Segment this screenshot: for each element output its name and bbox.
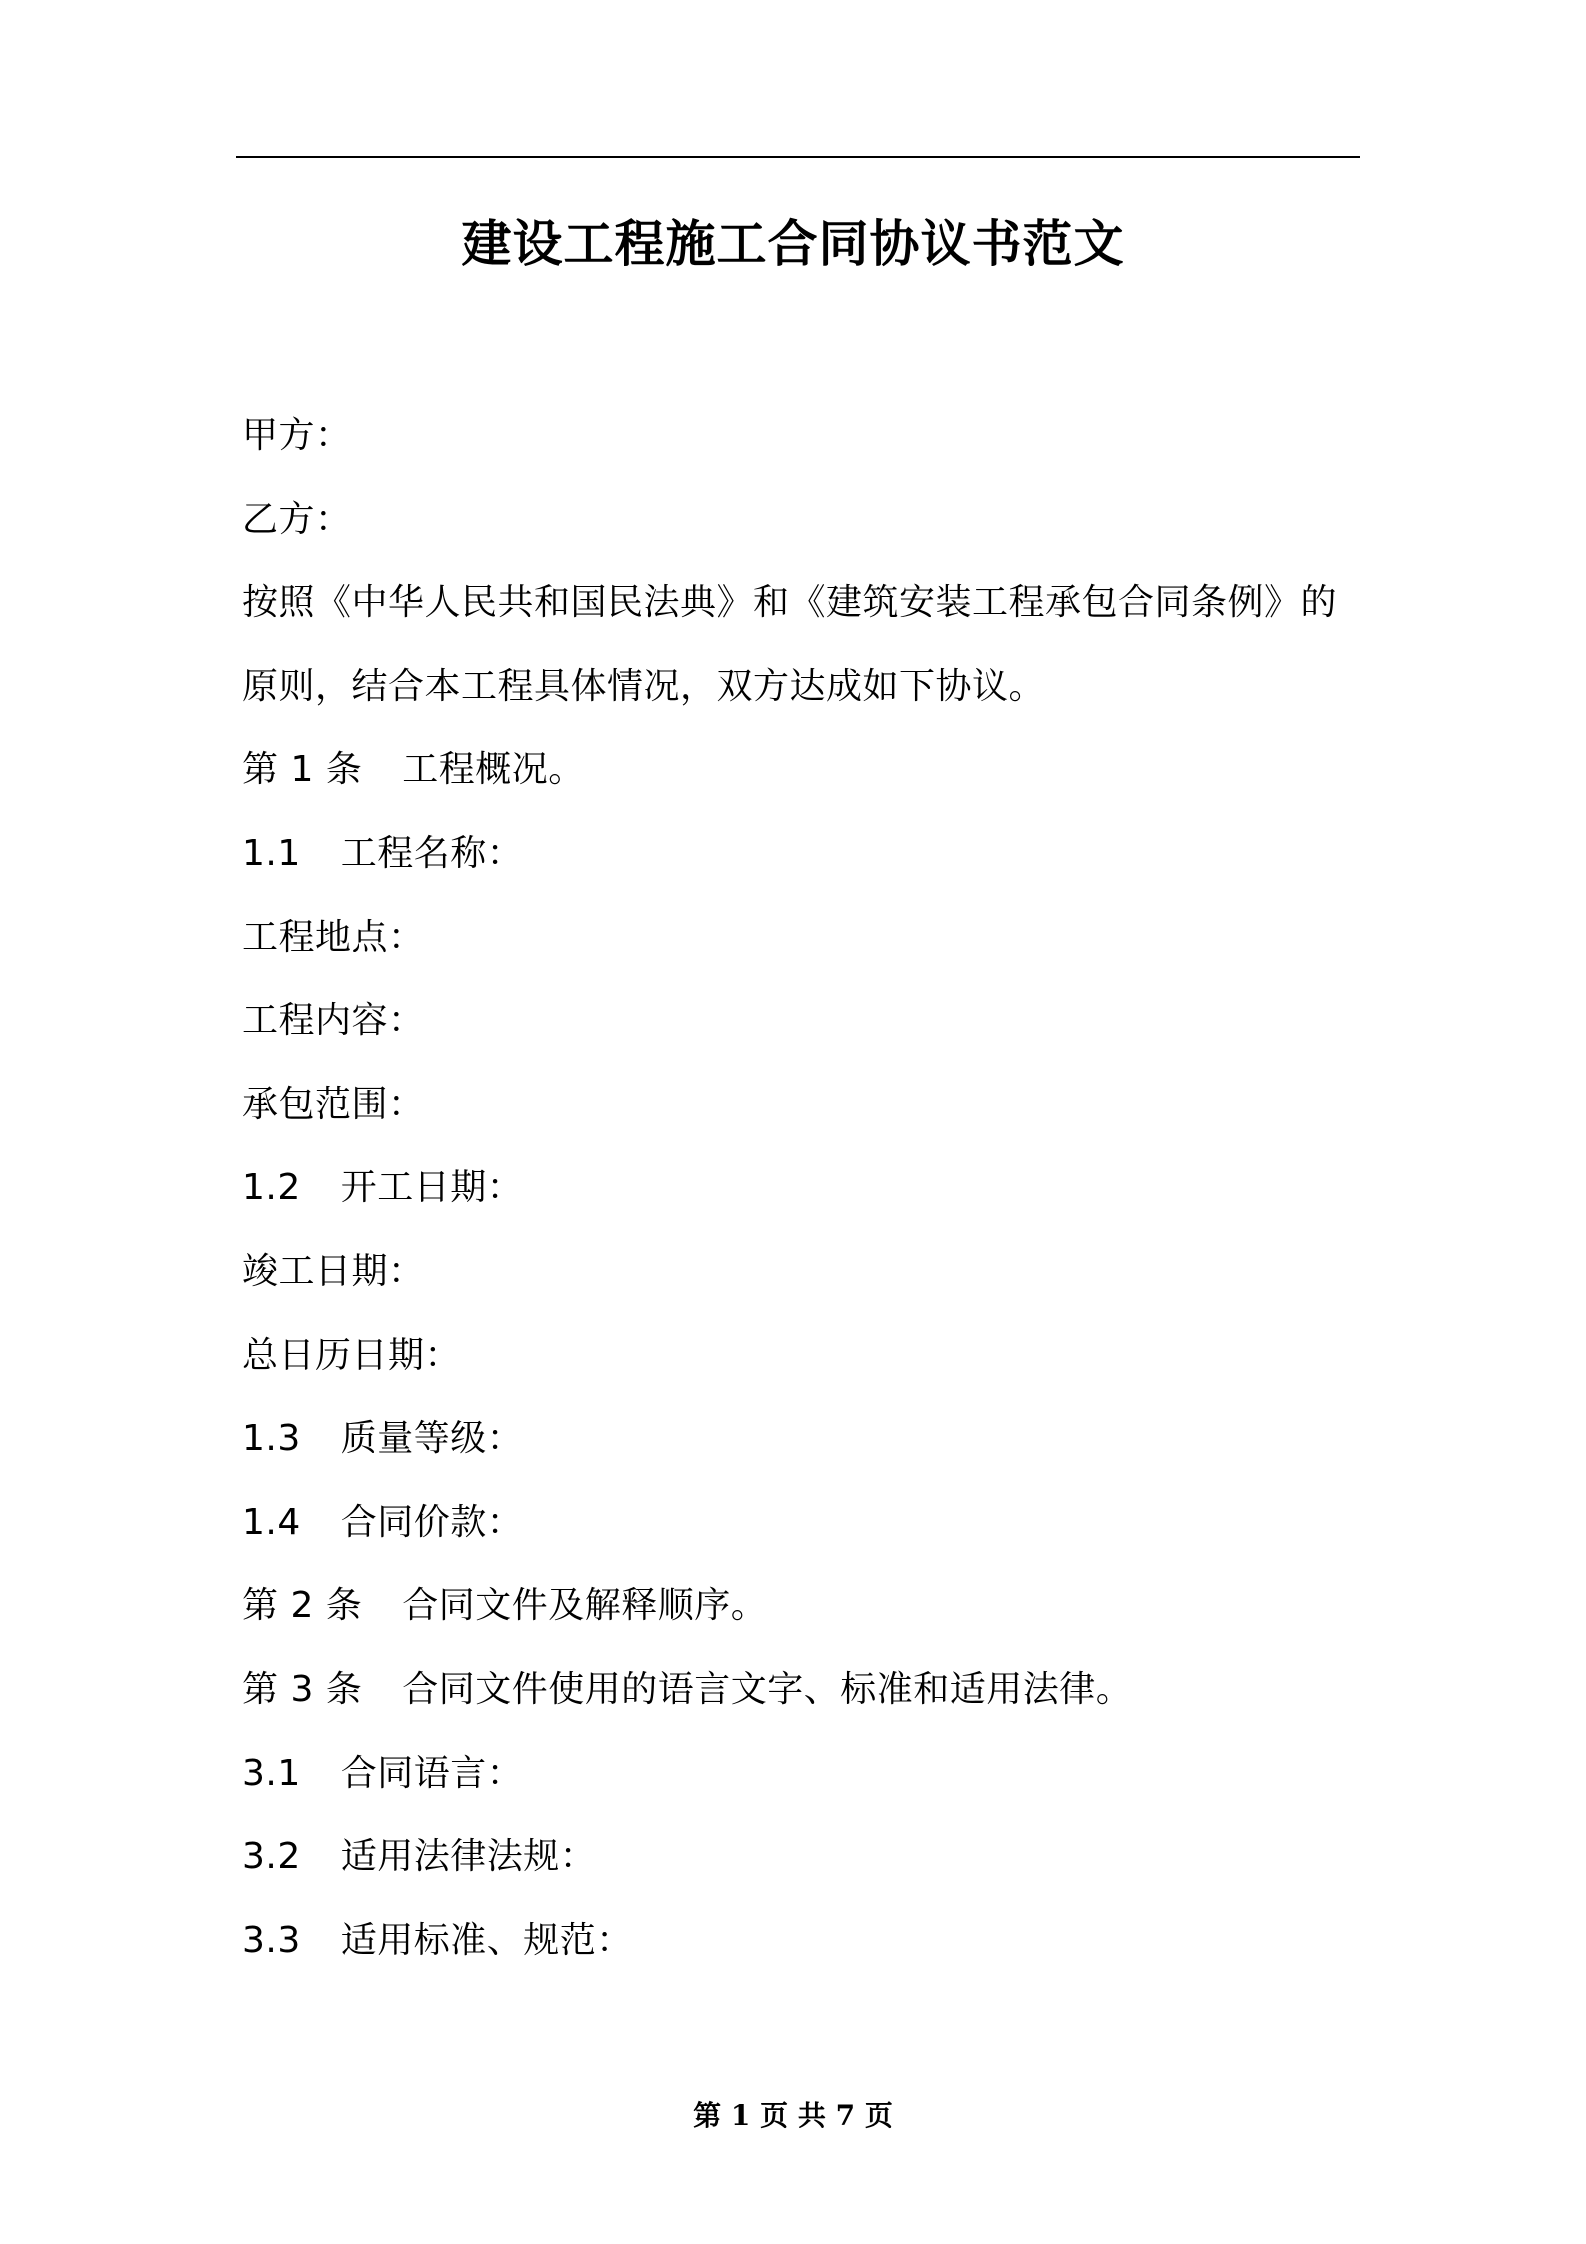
line-text: 原则，结合本工程具体情况，双方达成如下协议。	[242, 665, 1046, 707]
line-text: 承包范围：	[242, 1083, 425, 1125]
body-line	[242, 492, 1372, 576]
article-number: 第 1 条	[242, 749, 363, 791]
clause-line	[242, 1746, 1372, 1830]
clause-text: 质量等级：	[340, 1418, 524, 1460]
body-line	[242, 408, 1372, 492]
clause-text: 开工日期：	[340, 1167, 524, 1209]
line-text: 按照《中华人民共和国民法典》和《建筑安装工程承包合同条例》的	[242, 582, 1338, 624]
clause-number: 3.1	[242, 1752, 301, 1794]
clause-number: 1.4	[242, 1501, 301, 1543]
line-text: 甲方：	[242, 415, 352, 456]
line-text: 总日历日期：	[242, 1334, 462, 1376]
clause-line	[242, 826, 1372, 910]
article-number: 第 3 条	[242, 1668, 363, 1710]
clause-number: 1.3	[242, 1418, 301, 1460]
article-title: 合同文件使用的语言文字、标准和适用法律。	[402, 1668, 1133, 1710]
line-text: 工程地点：	[242, 916, 425, 958]
clause-text: 工程名称：	[340, 832, 524, 874]
article-title: 合同文件及解释顺序。	[402, 1585, 768, 1627]
clause-line	[242, 1913, 1372, 1997]
article-1-heading	[242, 742, 1372, 826]
document-title: 建设工程施工合同协议书范文	[461, 215, 1125, 273]
page-footer: 第 1 页 共 7 页	[693, 2099, 893, 2132]
clause-number: 3.3	[242, 1919, 301, 1961]
clause-number: 3.2	[242, 1836, 301, 1878]
clause-text: 合同价款：	[340, 1501, 524, 1543]
header-rule	[236, 156, 1360, 158]
clause-text: 适用法律法规：	[340, 1836, 597, 1878]
body-line	[242, 910, 1372, 994]
body-line	[242, 1077, 1372, 1161]
clause-line	[242, 1829, 1372, 1913]
clause-line	[242, 1495, 1372, 1579]
body-line	[242, 993, 1372, 1077]
clause-line	[242, 1160, 1372, 1244]
article-2-heading	[242, 1578, 1372, 1662]
article-3-heading	[242, 1662, 1372, 1746]
line-text: 工程内容：	[242, 1000, 425, 1042]
article-number: 第 2 条	[242, 1585, 363, 1627]
body-line	[242, 575, 1372, 659]
document-body	[242, 408, 1372, 1996]
clause-line	[242, 1411, 1372, 1495]
line-text: 乙方：	[242, 498, 352, 540]
line-text: 竣工日期：	[242, 1250, 425, 1292]
clause-text: 合同语言：	[340, 1752, 524, 1794]
clause-number: 1.2	[242, 1167, 301, 1209]
body-line	[242, 1244, 1372, 1328]
clause-number: 1.1	[242, 832, 301, 874]
body-line	[242, 1328, 1372, 1412]
clause-text: 适用标准、规范：	[340, 1919, 633, 1961]
article-title: 工程概况。	[402, 749, 585, 791]
body-line	[242, 659, 1372, 743]
